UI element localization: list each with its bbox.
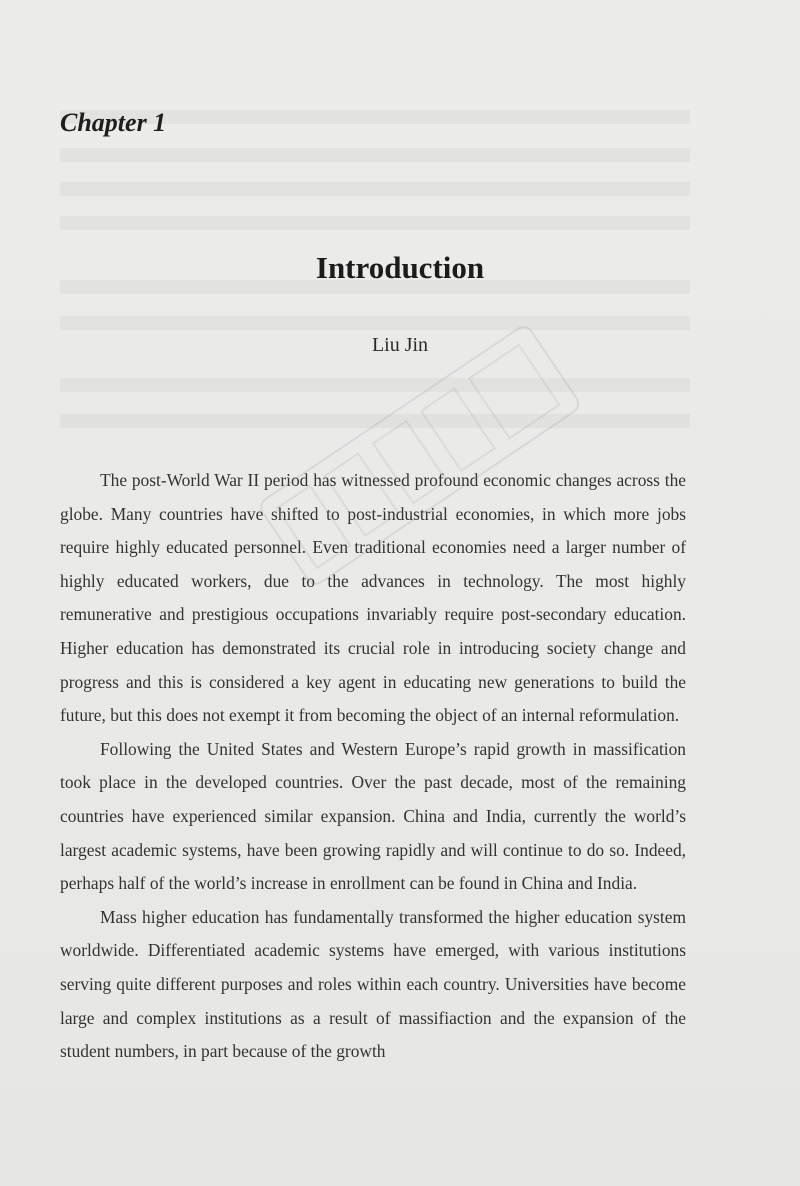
bleed-through-line — [60, 316, 690, 330]
body-text — [60, 464, 686, 1069]
author-name: Liu Jin — [371, 334, 429, 356]
bleed-through-line — [60, 216, 690, 230]
paragraph: The post-World War II period has witnessed profound economic changes across the globe. Many countries have shifted to post-industrial economies, in which more jobs require highly educated personnel. Even traditional economies need a larger number of highly educated workers, due to the advances in technology. The most highly remunerative and prestigious occupations invariably require post-secondary education. Higher education has demonstrated its crucial role in introducing society change and progress and this is considered a key agent in educating new generations to build the future, but this does not exempt it from becoming the object of an internal reformulation. — [60, 470, 686, 726]
chapter-label: Chapter 1 — [60, 108, 167, 137]
paragraph: Mass higher education has fundamentally transformed the higher education system worldwide. Differentiated academic systems have emerged, with various institutions serving quite different purposes and roles within each country. Universities have become large and complex institutions as a result of massifiaction and the expansion of the student numbers, in part because of the growth — [60, 906, 686, 1062]
chapter-title: Introduction — [315, 250, 485, 285]
paragraph: Following the United States and Western Europe’s rapid growth in massification took place in the developed countries. Over the past decade, most of the remaining countries have experienced similar expansion. China and India, currently the world’s largest academic systems, have been growing rapidly and will continue to do so. Indeed, perhaps half of the world’s increase in enrollment can be found in China and India. — [60, 738, 686, 894]
bleed-through-line — [60, 414, 690, 428]
bleed-through-line — [60, 148, 690, 162]
bleed-through-line — [60, 182, 690, 196]
bleed-through-line — [60, 378, 690, 392]
